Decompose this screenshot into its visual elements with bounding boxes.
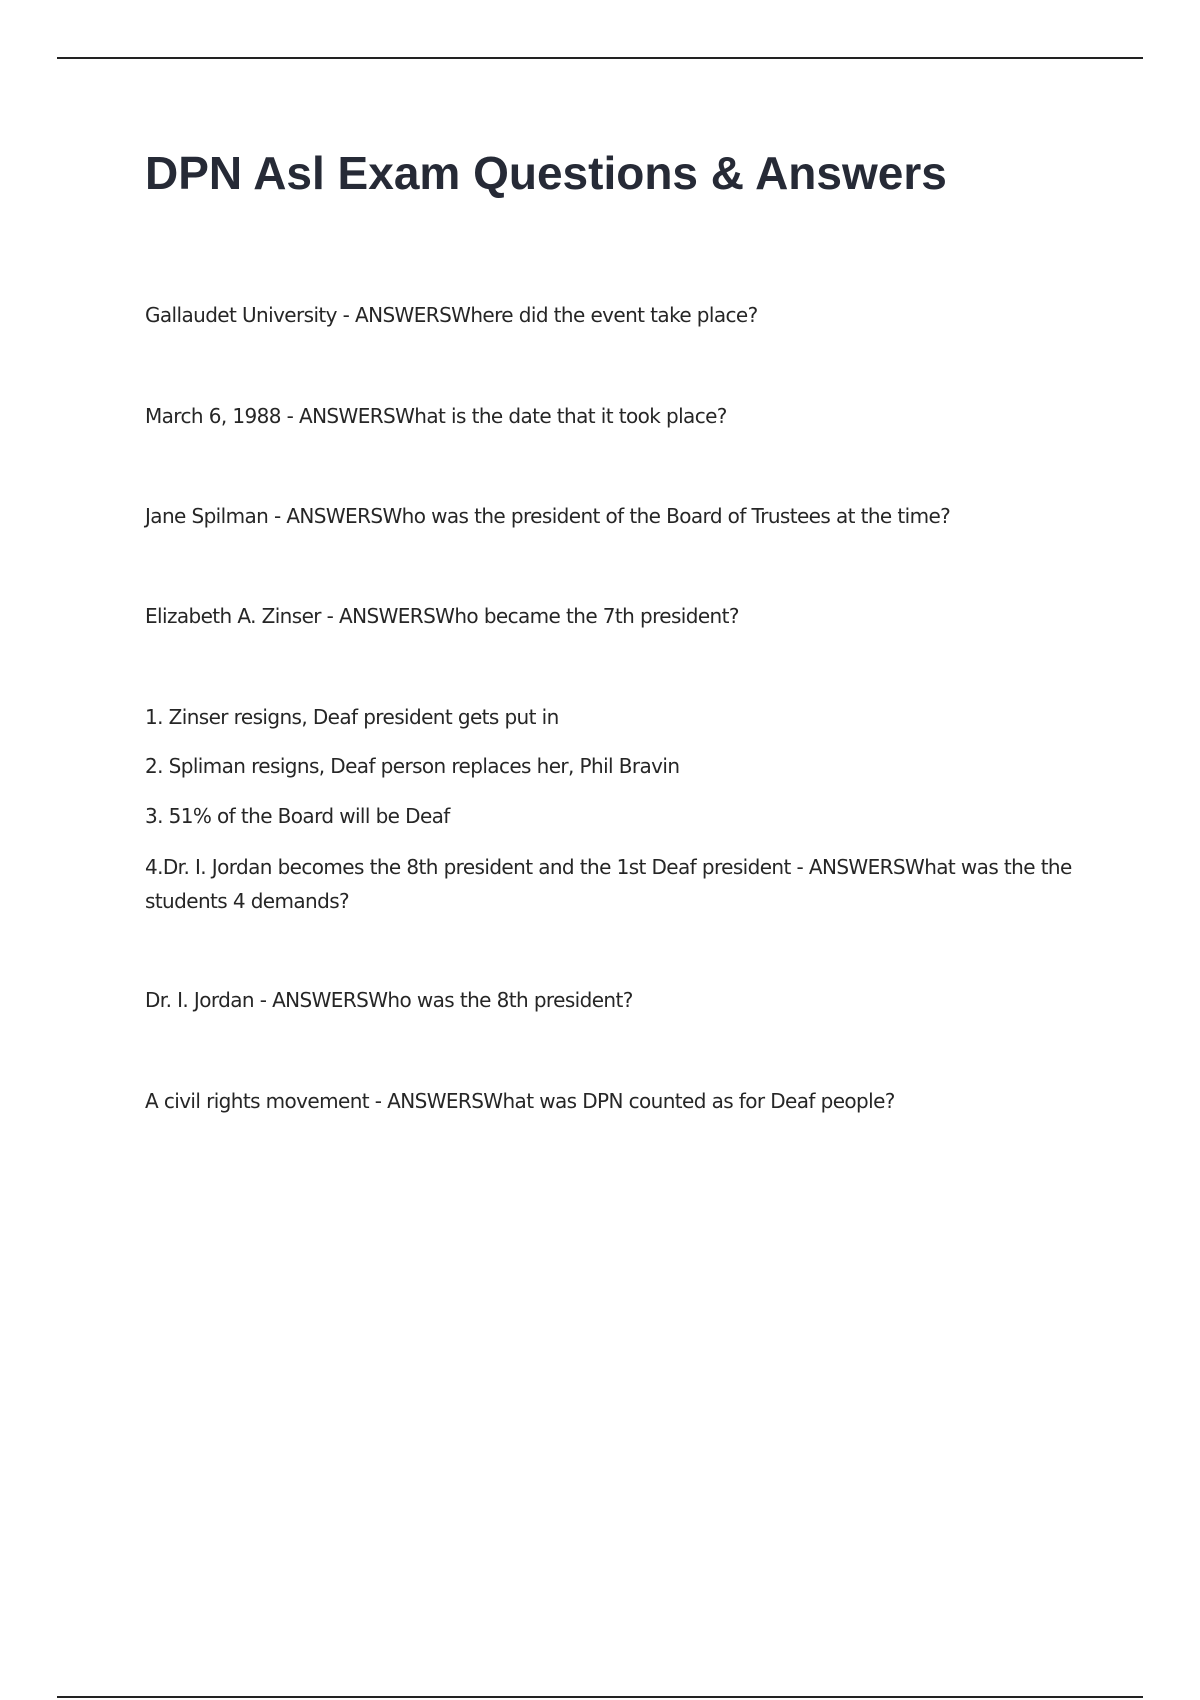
demand-item-4: 4.Dr. I. Jordan becomes the 8th president and the 1st Deaf president - ANSWERSWhat was the the students 4 demands? xyxy=(145,855,1072,913)
demand-item-3: 3. 51% of the Board will be Deaf xyxy=(145,804,450,828)
qa-line-5: Dr. I. Jordan - ANSWERSWho was the 8th president? xyxy=(145,988,633,1012)
qa-line-1: Gallaudet University - ANSWERSWhere did the event take place? xyxy=(145,303,758,327)
bottom-divider xyxy=(57,1696,1143,1698)
demand-item-2: 2. Spliman resigns, Deaf person replaces her, Phil Bravin xyxy=(145,754,680,778)
qa-line-4: Elizabeth A. Zinser - ANSWERSWho became the 7th president? xyxy=(145,604,739,628)
page-title: DPN Asl Exam Questions & Answers xyxy=(145,147,947,199)
qa-line-3: Jane Spilman - ANSWERSWho was the president of the Board of Trustees at the time? xyxy=(145,504,951,528)
top-divider xyxy=(57,57,1143,59)
demand-item-1: 1. Zinser resigns, Deaf president gets put in xyxy=(145,705,559,729)
qa-line-2: March 6, 1988 - ANSWERSWhat is the date that it took place? xyxy=(145,404,727,428)
qa-line-6: A civil rights movement - ANSWERSWhat was DPN counted as for Deaf people? xyxy=(145,1089,895,1113)
